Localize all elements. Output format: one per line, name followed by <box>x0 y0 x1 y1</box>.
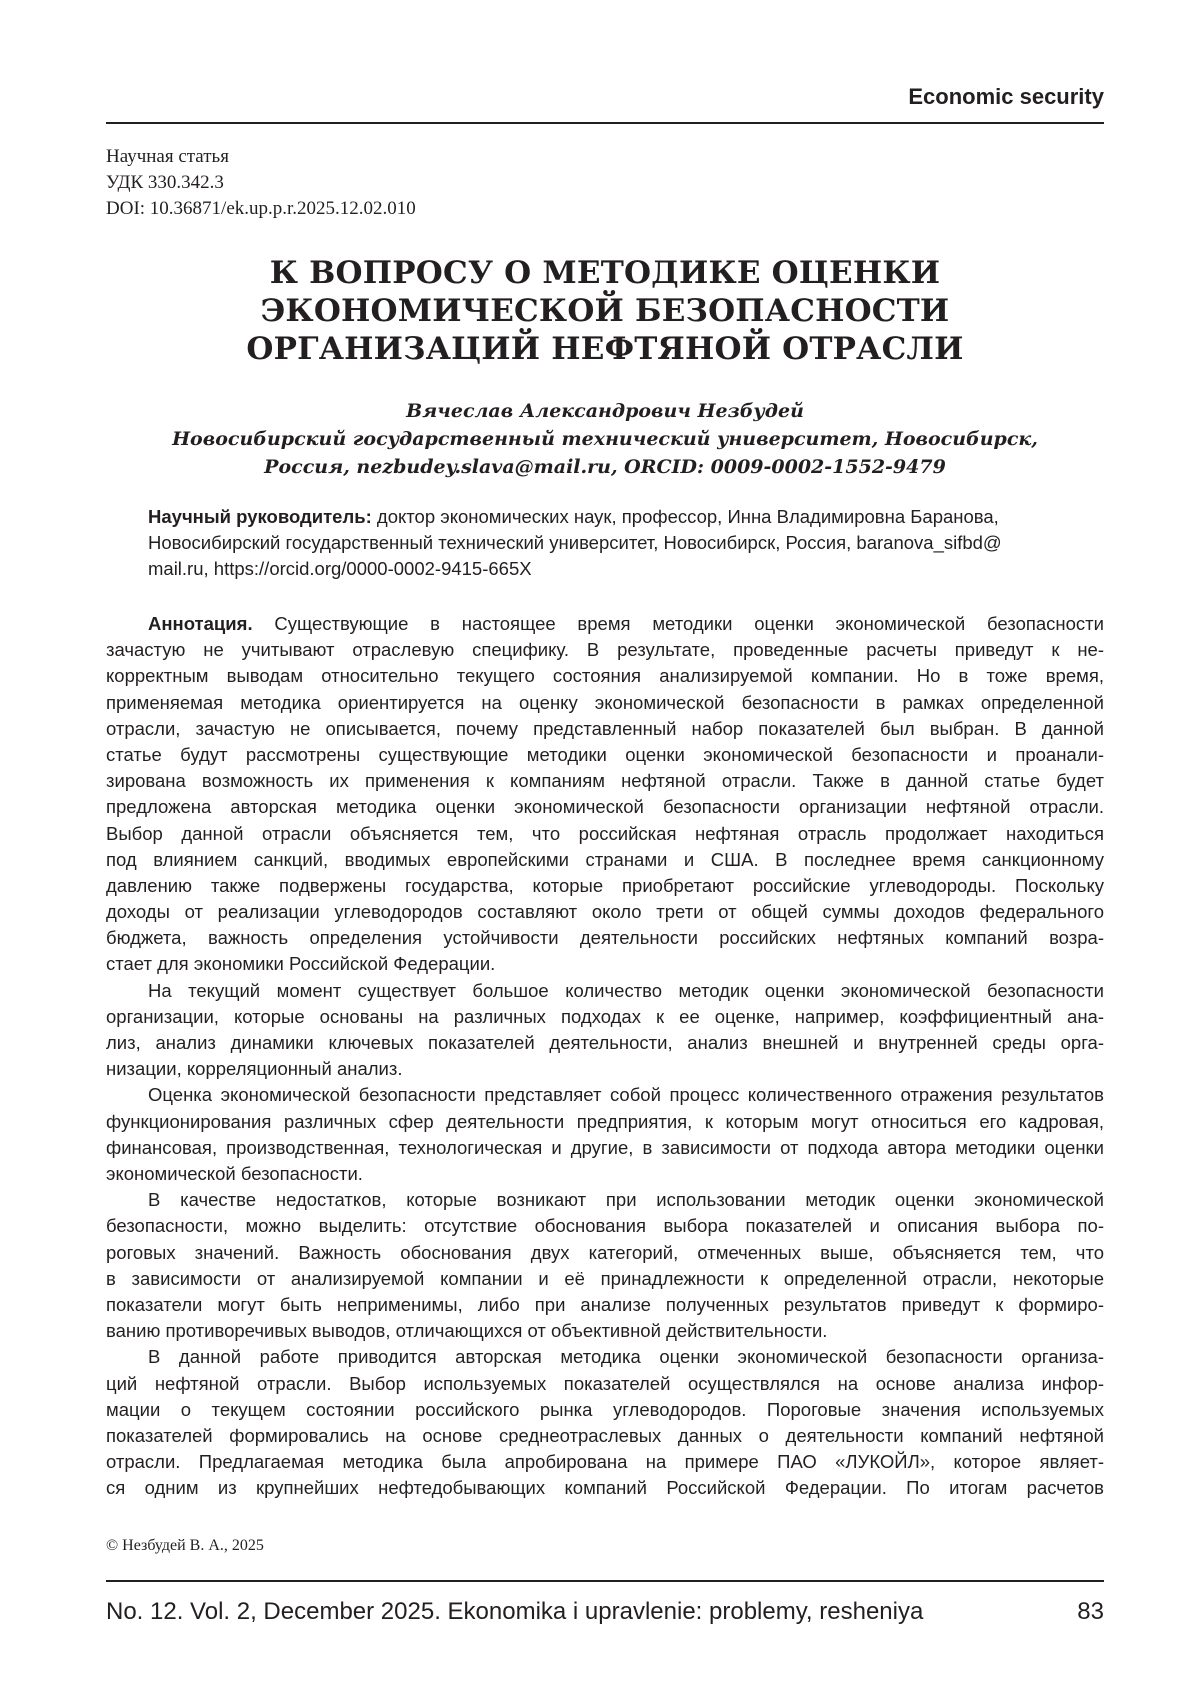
abstract-line: давлению также подвержены государства, которые приобретают российские углеводороды. Поскольку <box>106 873 1104 899</box>
paragraph: Оценка экономической безопасности представляет собой процесс количественного отражения результатов функционирования различных сфер деятельности предприятия, к которым могут относиться его кадровая, финансовая, производственная, технологическая и другие, в зависимости от подхода автора методики оценки экономической безопасности. <box>106 1082 1104 1187</box>
abstract-line: корректным выводам относительно текущего состояния анализируемой компании. Но в тоже время, <box>106 663 1104 689</box>
paragraph-line: показатели могут быть неприменимы, либо при анализе полученных результатов приведут к формиро- <box>106 1292 1104 1318</box>
supervisor-text: mail.ru, https://orcid.org/0000-0002-9415-665X <box>148 556 1104 582</box>
article-type: Научная статья <box>106 144 416 170</box>
paragraph-line: ся одним из крупнейших нефтедобывающих компаний Российской Федерации. По итогам расчетов <box>106 1475 1104 1501</box>
abstract-line: Выбор данной отрасли объясняется тем, что российская нефтяная отрасль продолжает находиться <box>106 821 1104 847</box>
abstract-line: зачастую не учитывают отраслевую специфику. В результате, проведенные расчеты приведут к не- <box>106 637 1104 663</box>
header-divider <box>106 122 1104 124</box>
abstract-line: Аннотация. Существующие в настоящее время методики оценки экономической безопасности <box>106 611 1104 637</box>
abstract-line: доходы от реализации углеводородов составляют около трети от общей суммы доходов федерального <box>106 899 1104 925</box>
title-line: ЭКОНОМИЧЕСКОЙ БЕЗОПАСНОСТИ <box>106 292 1104 330</box>
supervisor-label: Научный руководитель: <box>148 506 372 527</box>
author-block <box>106 397 1104 481</box>
abstract-line: предложена авторская методика оценки экономической безопасности организации нефтяной отрасли. <box>106 794 1104 820</box>
abstract-line: отрасли, зачастую не описывается, почему представленный набор показателей был выбран. В данной <box>106 716 1104 742</box>
supervisor-text: Новосибирский государственный технический университет, Новосибирск, Россия, baranova_sifbd@ <box>148 530 1104 556</box>
abstract-line: бюджета, важность определения устойчивости деятельности российских нефтяных компаний возра- <box>106 925 1104 951</box>
doi: DOI: 10.36871/ek.up.p.r.2025.12.02.010 <box>106 196 416 222</box>
footer-journal-info: No. 12. Vol. 2, December 2025. Ekonomika i upravlenie: problemy, resheniya <box>106 1598 923 1626</box>
author-affiliation-line: Россия, nezbudey.slava@mail.ru, ORCID: 0009-0002-1552-9479 <box>106 453 1104 481</box>
paragraph-line: В качестве недостатков, которые возникают при использовании методик оценки экономической <box>106 1187 1104 1213</box>
paragraph-line: ванию противоречивых выводов, отличающихся от объективной действительности. <box>106 1318 1104 1344</box>
paragraph-line: безопасности, можно выделить: отсутствие обоснования выбора показателей и описания выбора по- <box>106 1213 1104 1239</box>
article-title <box>106 254 1104 368</box>
paragraph-line: низации, корреляционный анализ. <box>106 1056 1104 1082</box>
title-line: ОРГАНИЗАЦИЙ НЕФТЯНОЙ ОТРАСЛИ <box>106 330 1104 368</box>
paragraph-line: В данной работе приводится авторская методика оценки экономической безопасности организа- <box>106 1344 1104 1370</box>
running-header-section: Economic security <box>106 84 1104 110</box>
author-affiliation-line: Новосибирский государственный технический университет, Новосибирск, <box>106 425 1104 453</box>
supervisor-text: доктор экономических наук, профессор, Инна Владимировна Баранова, <box>372 506 999 527</box>
paragraph-line: в зависимости от анализируемой компании и её принадлежности к определенной отрасли, некоторые <box>106 1266 1104 1292</box>
article-body <box>106 611 1104 1501</box>
title-line: К ВОПРОСУ О МЕТОДИКЕ ОЦЕНКИ <box>106 254 1104 292</box>
abstract-line: стает для экономики Российской Федерации. <box>106 951 1104 977</box>
abstract-line: статье будут рассмотрены существующие методики оценки экономической безопасности и проанали- <box>106 742 1104 768</box>
abstract-line: под влиянием санкций, вводимых европейскими странами и США. В последнее время санкционному <box>106 847 1104 873</box>
paragraph-line: ций нефтяной отрасли. Выбор используемых показателей осуществлялся на основе анализа инфор- <box>106 1371 1104 1397</box>
abstract-line: применяемая методика ориентируется на оценку экономической безопасности в рамках определенной <box>106 690 1104 716</box>
author-name: Вячеслав Александрович Незбудей <box>106 397 1104 425</box>
paragraph-line: На текущий момент существует большое количество методик оценки экономической безопасности <box>106 978 1104 1004</box>
paragraph-line: показателей формировались на основе среднеотраслевых данных о деятельности компаний нефтяной <box>106 1423 1104 1449</box>
udk-code: УДК 330.342.3 <box>106 170 416 196</box>
paragraph-line: организации, которые основаны на различных подходах к ее оценке, например, коэффициентный ана- <box>106 1004 1104 1030</box>
copyright-note: © Незбудей В. А., 2025 <box>106 1537 264 1555</box>
paragraph-line: отрасли. Предлагаемая методика была апробирована на примере ПАО «ЛУКОЙЛ», которое являет- <box>106 1449 1104 1475</box>
paragraph-line: мации о текущем состоянии российского рынка углеводородов. Пороговые значения используемых <box>106 1397 1104 1423</box>
page-number: 83 <box>1077 1598 1104 1626</box>
article-meta <box>106 144 416 222</box>
abstract-label: Аннотация. <box>148 613 253 634</box>
supervisor-block <box>148 504 1104 582</box>
abstract-line: зирована возможность их применения к компаниям нефтяной отрасли. Также в данной статье будет <box>106 768 1104 794</box>
footer-divider <box>106 1580 1104 1582</box>
paragraph-line: лиз, анализ динамики ключевых показателей деятельности, анализ внешней и внутренней среды орга- <box>106 1030 1104 1056</box>
paragraph-line: роговых значений. Важность обоснования двух категорий, отмеченных выше, объясняется тем, что <box>106 1240 1104 1266</box>
